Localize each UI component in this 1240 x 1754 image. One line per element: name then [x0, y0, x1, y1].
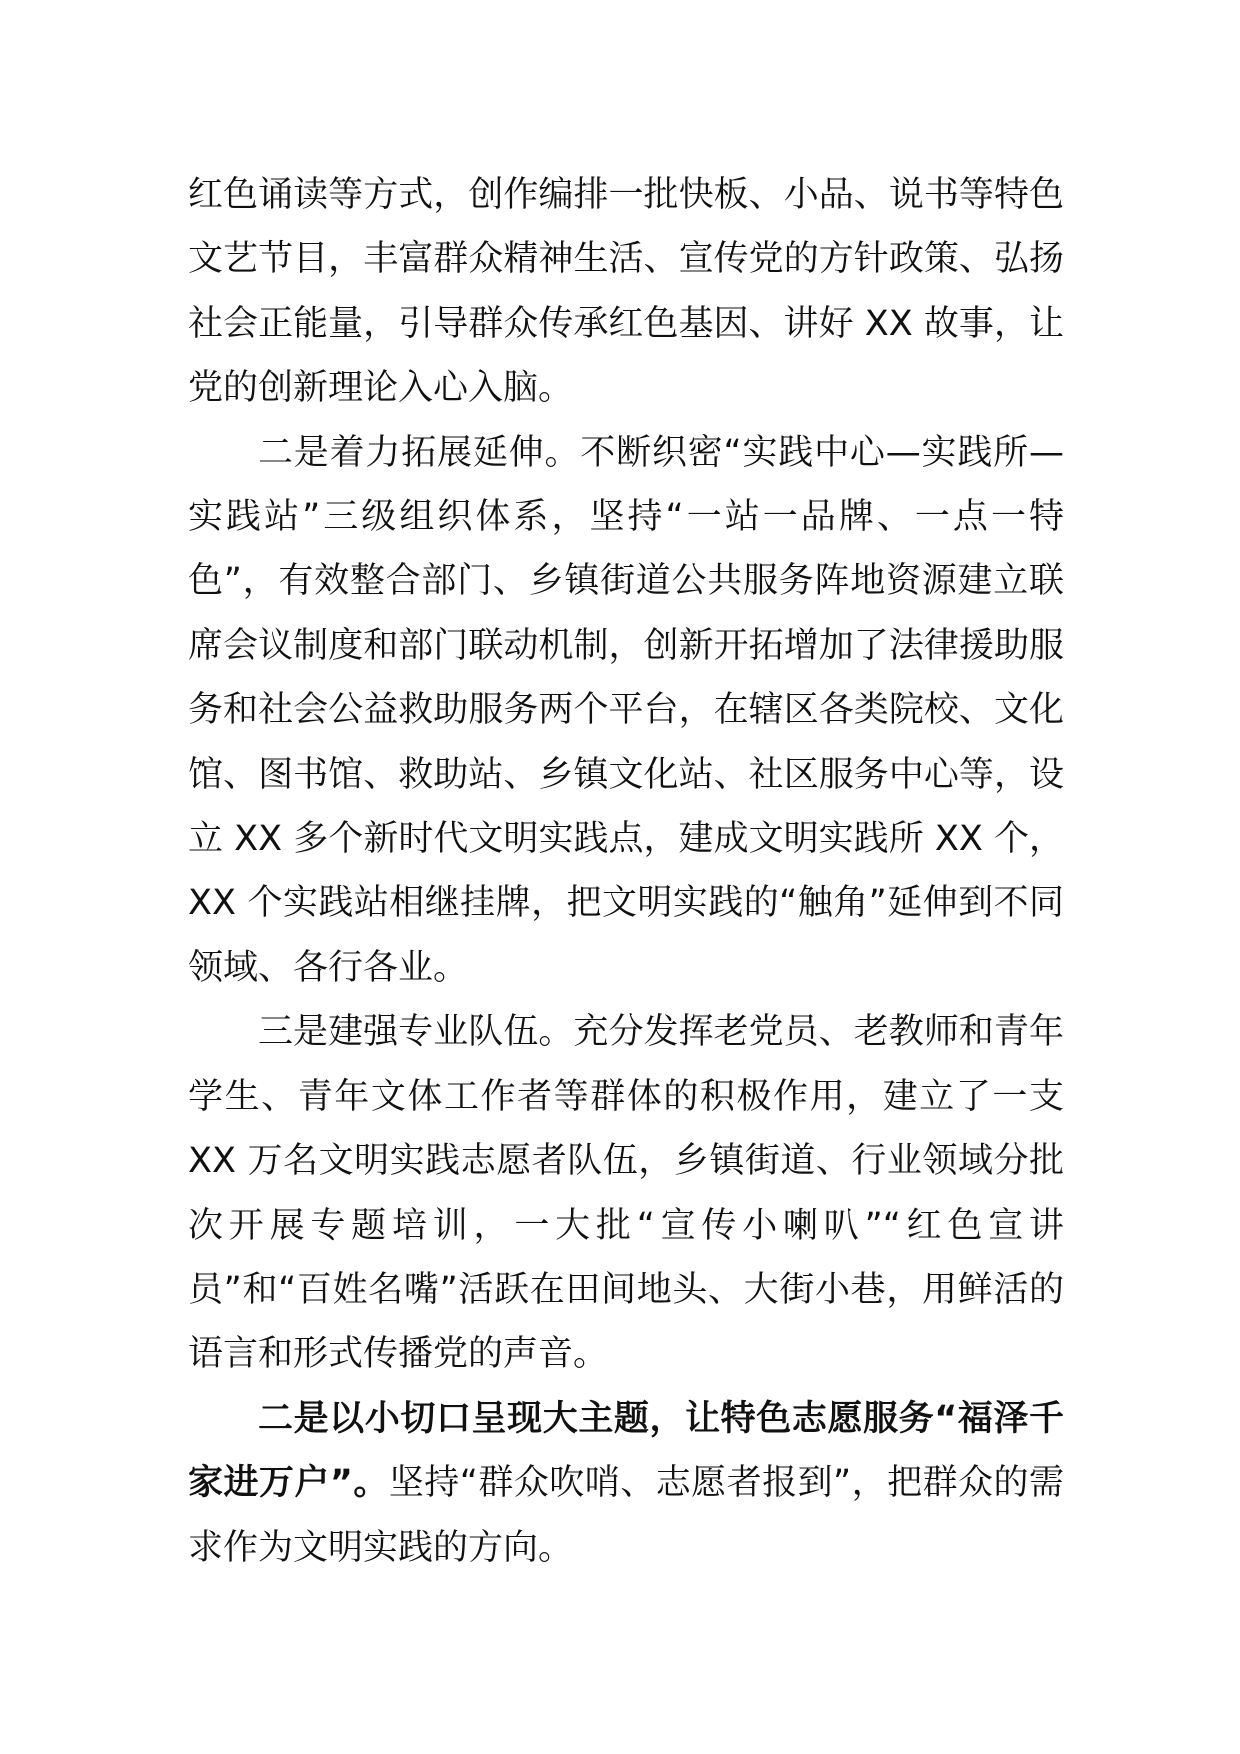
paragraph-continuation: 红色诵读等方式，创作编排一批快板、小品、说书等特色文艺节目，丰富群众精神生活、宣传党的方针政策、弘扬社会正能量，引导群众传承红色基因、讲好 XX 故事，让党的创新理论入心入脑。	[188, 175, 1064, 409]
paragraph-team: 三是建强专业队伍。充分发挥老党员、老教师和青年学生、青年文体工作者等群体的积极作用，建立了一支 XX 万名文明实践志愿者队伍，乡镇街道、行业领域分批次开展专题培训，一大批“宣传小喇叭”“红色宣讲员”和“百姓名嘴”活跃在田间地头、大街小巷，用鲜活的语言和形式传播党的声音。	[188, 1012, 1064, 1375]
section-heading-body: 坚持“群众吹哨、志愿者报到”，把群众的需求作为文明实践的方向。	[188, 1463, 1064, 1568]
document-body	[188, 163, 1064, 1580]
paragraph-section-heading	[188, 1387, 1064, 1580]
paragraph-extend: 二是着力拓展延伸。不断织密“实践中心—实践所—实践站”三级组织体系，坚持“一站一品牌、一点一特色”，有效整合部门、乡镇街道公共服务阵地资源建立联席会议制度和部门联动机制，创新开拓增加了法律援助服务和社会公益救助服务两个平台，在辖区各类院校、文化馆、图书馆、救助站、乡镇文化站、社区服务中心等，设立 XX 多个新时代文明实践点，建成文明实践所 XX 个，XX 个实践站相继挂牌，把文明实践的“触角”延伸到不同领域、各行各业。	[188, 432, 1064, 988]
section-heading-bold: 二是以小切口呈现大主题，让特色志愿服务“福泽千家进万户”。	[188, 1398, 1064, 1504]
